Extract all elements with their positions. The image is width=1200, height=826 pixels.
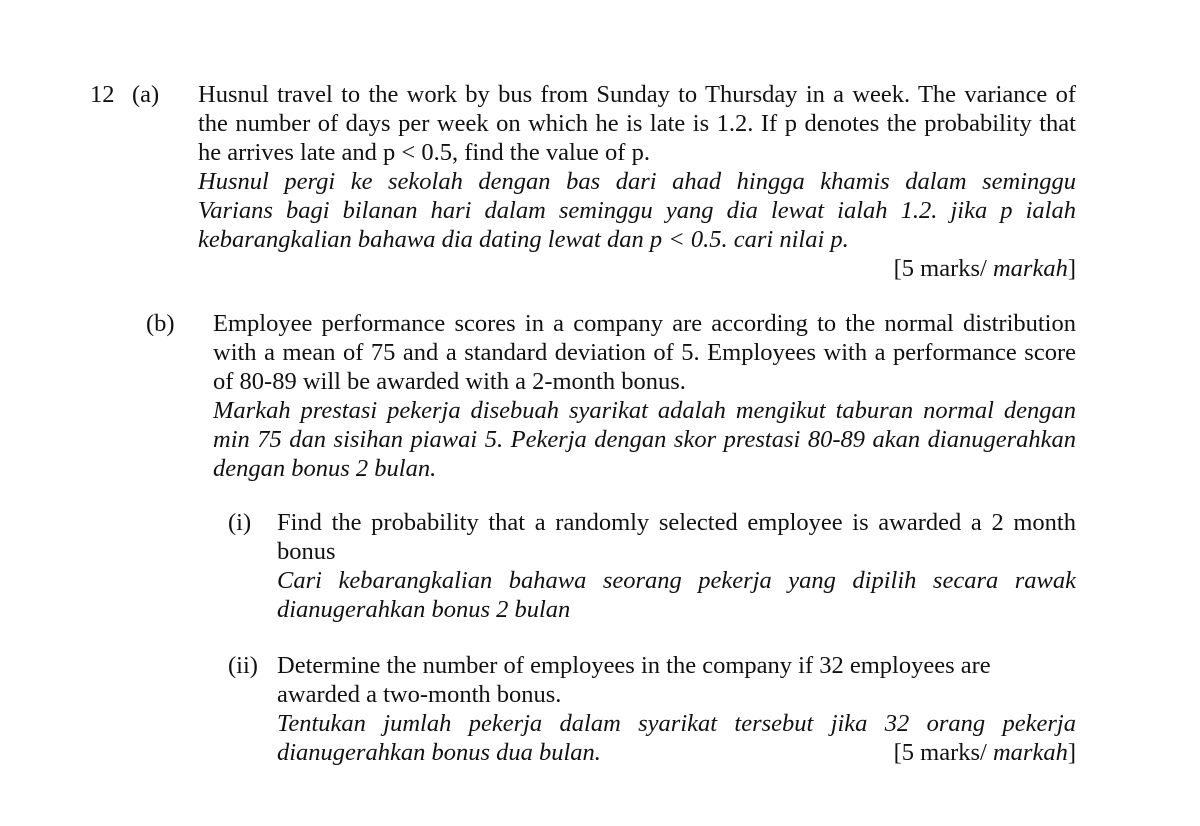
part-b-i-block xyxy=(277,508,1076,624)
part-b-ii-english-line: awarded a two-month bonus. xyxy=(277,681,562,708)
part-a-marks xyxy=(198,254,1076,283)
part-b-english-line: Employee performance scores in a company are according to the normal distribution xyxy=(213,310,1076,337)
part-a-english-line: Husnul travel to the work by bus from Sunday to Thursday in a week. The variance of xyxy=(198,81,1076,108)
part-b-ii-malay-line: Tentukan jumlah pekerja dalam syarikat tersebut jika 32 orang pekerja xyxy=(277,710,1076,737)
part-a-malay-line: Husnul pergi ke sekolah dengan bas dari ahad hingga khamis dalam seminggu xyxy=(198,168,1076,195)
part-b-malay-line: min 75 dan sisihan piawai 5. Pekerja dengan skor prestasi 80-89 akan dianugerahkan xyxy=(213,426,1076,453)
marks-italic: markah xyxy=(992,255,1068,282)
part-a-malay-line: Varians bagi bilanan hari dalam seminggu yang dia lewat ialah 1.2. jika p ialah xyxy=(198,197,1076,224)
part-b-ii-block xyxy=(277,651,1076,767)
part-a-english-line: the number of days per week on which he is late is 1.2. If p denotes the probability that xyxy=(198,110,1076,137)
part-b-marks xyxy=(894,738,1076,767)
part-a-label: (a) xyxy=(132,81,160,108)
part-b-ii-malay-line: dianugerahkan bonus dua bulan. xyxy=(277,739,601,766)
part-a-block xyxy=(198,80,1076,283)
part-b-ii-english-line: Determine the number of employees in the company if 32 employees are xyxy=(277,652,991,679)
part-b-malay-line: Markah prestasi pekerja disebuah syarikat adalah mengikut taburan normal dengan xyxy=(213,397,1076,424)
part-b-english-line: with a mean of 75 and a standard deviation of 5. Employees with a performance score xyxy=(213,339,1076,366)
part-b-i-english-line: Find the probability that a randomly selected employee is awarded a 2 month xyxy=(277,509,1076,536)
marks-italic: markah xyxy=(992,739,1068,766)
part-b-i-english-line: bonus xyxy=(277,538,336,565)
part-b-label: (b) xyxy=(146,310,175,337)
marks-prefix: [5 marks/ xyxy=(893,255,993,282)
marks-prefix: [5 marks/ xyxy=(893,739,993,766)
part-a-english-line: he arrives late and p < 0.5, find the value of p. xyxy=(198,139,650,166)
part-b-i-malay-line: Cari kebarangkalian bahawa seorang pekerja yang dipilih secara rawak xyxy=(277,567,1076,594)
part-b-i-malay-line: dianugerahkan bonus 2 bulan xyxy=(277,596,571,623)
part-b-i-label: (i) xyxy=(228,509,252,536)
part-b-english-line: of 80-89 will be awarded with a 2-month bonus. xyxy=(213,368,686,395)
part-a-malay-line: kebarangkalian bahawa dia dating lewat dan p < 0.5. cari nilai p. xyxy=(198,226,849,253)
marks-suffix: ] xyxy=(1067,739,1076,766)
question-number: 12 xyxy=(90,81,115,108)
marks-suffix: ] xyxy=(1067,255,1076,282)
part-b-block xyxy=(213,309,1076,483)
part-b-malay-line: dengan bonus 2 bulan. xyxy=(213,455,437,482)
part-b-ii-label: (ii) xyxy=(228,652,258,679)
part-b-ii-last-row xyxy=(277,738,1076,767)
